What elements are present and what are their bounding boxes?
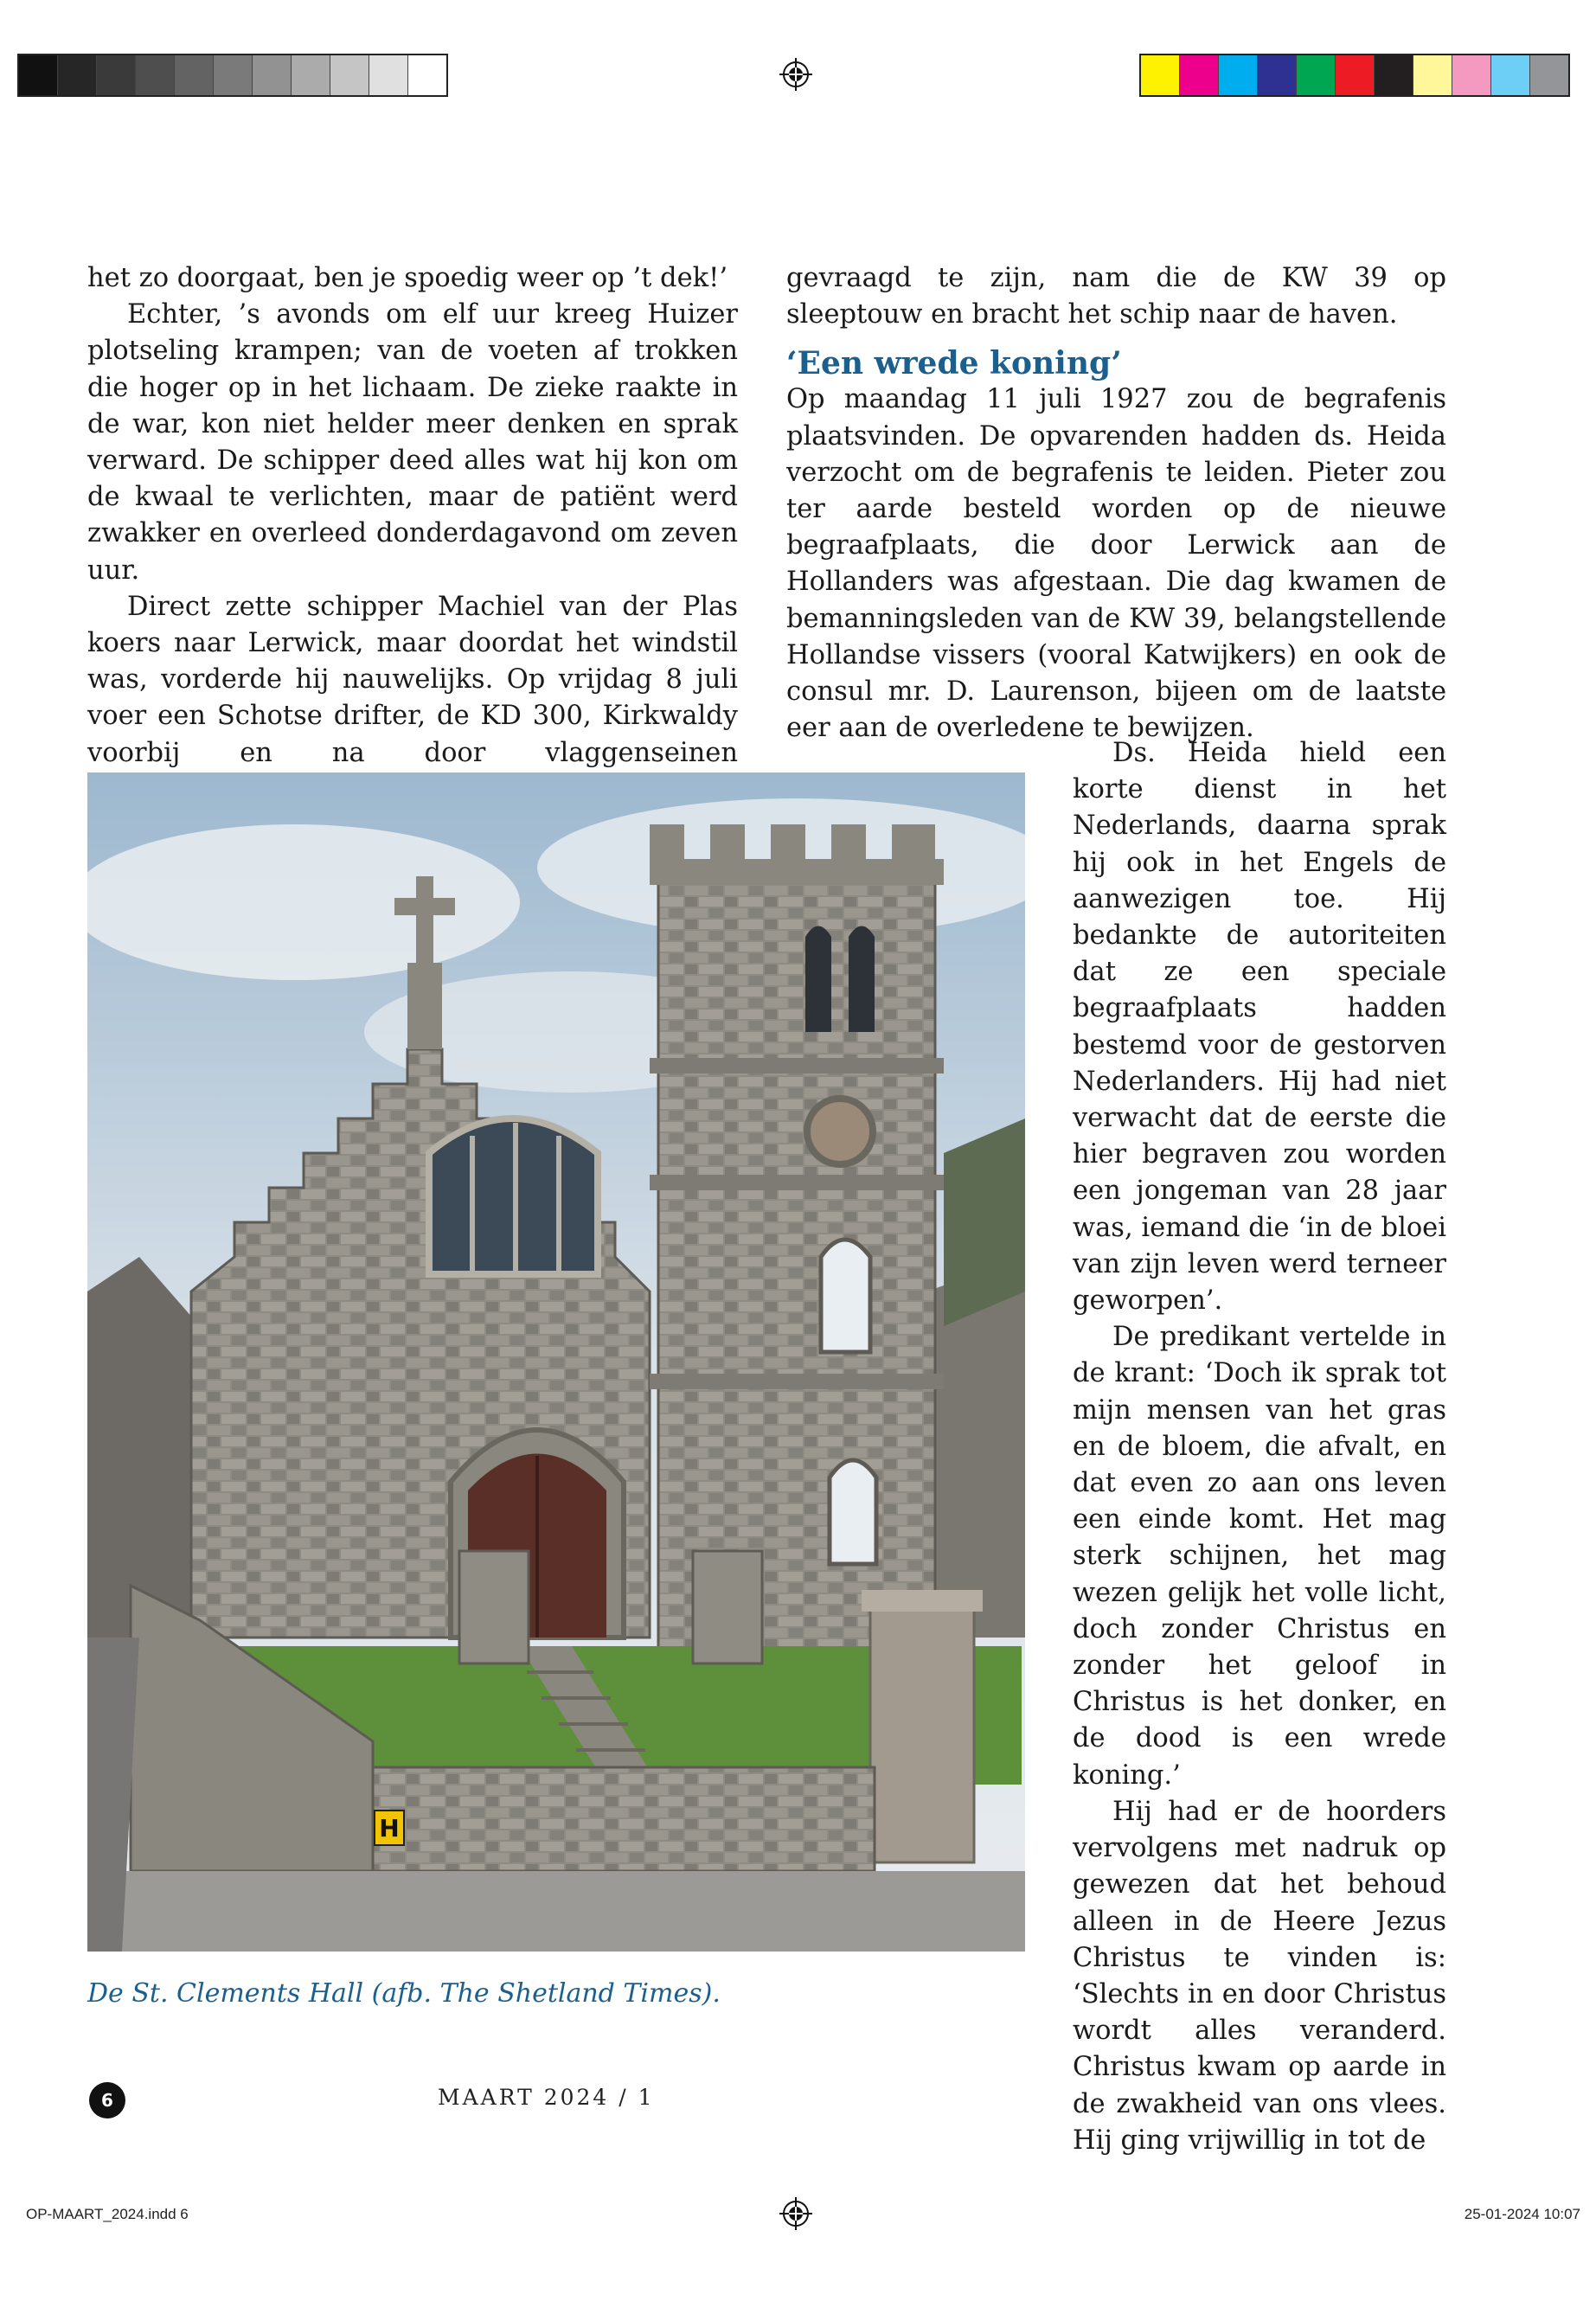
gray-swatch — [19, 55, 58, 95]
paragraph: Hij had er de hoorders vervolgens met nadruk op gewezen dat het behoud alleen in de Heere Jezus Christus te vinden is: ‘Slechts in en door Christus wordt alles veranderd. Christus kwam op aarde in de zwakheid van ons vlees. Hij ging vrijwillig in tot de — [1073, 1796, 1446, 2156]
gray-swatch — [408, 55, 446, 95]
gray-swatch — [97, 55, 136, 95]
church-photo — [87, 772, 1025, 1952]
paragraph: De predikant vertelde in de krant: ‘Doch ik sprak tot mijn mensen van het gras en de bloem, die afvalt, en dat even zo aan ons leven een einde komt. Het mag sterk schijnen, het mag wezen gelijk het volle licht, doch zonder Christus en zonder het geloof in Christus is het donker, en de dood is een wrede koning.’ — [1073, 1322, 1446, 1791]
grayscale-swatch-bar — [17, 54, 448, 97]
color-swatch — [1180, 55, 1219, 95]
slug-file-info: OP-MAART_2024.indd 6 — [26, 2206, 189, 2222]
color-swatch — [1452, 55, 1491, 95]
issue-label: MAART 2024 / 1 — [438, 2085, 655, 2110]
paragraph: het zo doorgaat, ben je spoedig weer op ’t dek!’ — [87, 263, 728, 293]
color-swatch — [1413, 55, 1452, 95]
church-illustration — [87, 772, 1025, 1952]
color-swatch — [1491, 55, 1530, 95]
paragraph: Op maandag 11 juli 1927 zou de begrafenis plaatsvinden. De opvarenden hadden ds. Heida verzocht om de begrafenis te leiden. Pieter zou ter aarde besteld worden op de nieuwe begraafplaats, die door Lerwick aan de Hollanders was afgestaan. Die dag kwamen de bemanningsleden van de KW 39, belangstellende Hollandse vissers (vooral Katwijkers) en ook de consul mr. D. Laurenson, bijeen om de laatste eer aan de overledene te bewijzen. — [786, 384, 1446, 744]
registration-mark-bottom — [779, 2197, 812, 2230]
color-swatch — [1219, 55, 1258, 95]
color-swatch — [1258, 55, 1297, 95]
left-text-column — [87, 260, 738, 808]
gray-swatch — [330, 55, 369, 95]
color-swatch — [1297, 55, 1336, 95]
section-heading: ‘Een wrede koning’ — [786, 345, 1122, 382]
narrow-text-column — [1073, 735, 1446, 2159]
color-swatch — [1530, 55, 1568, 95]
gray-swatch — [175, 55, 214, 95]
color-swatch — [1141, 55, 1180, 95]
gray-swatch — [58, 55, 97, 95]
gray-swatch — [253, 55, 292, 95]
page-number-badge: 6 — [89, 2082, 125, 2118]
photo-caption: De St. Clements Hall (afb. The Shetland Times). — [87, 1978, 721, 2009]
gray-swatch — [136, 55, 175, 95]
paragraph: Direct zette schipper Machiel van der Plas koers naar Lerwick, maar doordat het windstil was, vorderde hij nauwelijks. Op vrijdag 8 juli voer een Schotse drifter, de KD 300, Kirkwaldy voorbij en na door vlaggenseinen — [87, 591, 738, 768]
right-text-column — [786, 260, 1446, 747]
gray-swatch — [292, 55, 330, 95]
paragraph: Echter, ’s avonds om elf uur kreeg Huizer plotseling krampen; van de voeten af trokken die hoger op in het lichaam. De zieke raakte in de war, kon niet helder meer denken en sprak verward. De schipper deed alles wat hij kon om de kwaal te verlichten, maar de patiënt werd zwakker en overleed donderdagavond om zeven uur. — [87, 299, 738, 586]
color-swatch — [1336, 55, 1375, 95]
slug-date-time: 25-01-2024 10:07 — [1464, 2206, 1580, 2222]
color-swatch — [1375, 55, 1413, 95]
color-swatch-bar — [1139, 54, 1570, 97]
gray-swatch — [369, 55, 408, 95]
registration-mark-top — [779, 58, 812, 91]
gray-swatch — [214, 55, 253, 95]
paragraph: Ds. Heida hield een korte dienst in het Nederlands, daarna sprak hij ook in het Engels de aanwezigen toe. Hij bedankte de autoriteiten dat ze een speciale begraafplaats hadden bestemd voor de gestorven Nederlanders. Hij had niet verwacht dat de eerste die hier begraven zou worden een jongeman van 28 jaar was, iemand die ‘in de bloei van zijn leven werd terneer geworpen’. — [1073, 738, 1446, 1317]
paragraph: gevraagd te zijn, nam die de KW 39 op sleeptouw en bracht het schip naar de haven. — [786, 263, 1446, 330]
hydrant-sign-letter: H — [379, 1814, 400, 1843]
